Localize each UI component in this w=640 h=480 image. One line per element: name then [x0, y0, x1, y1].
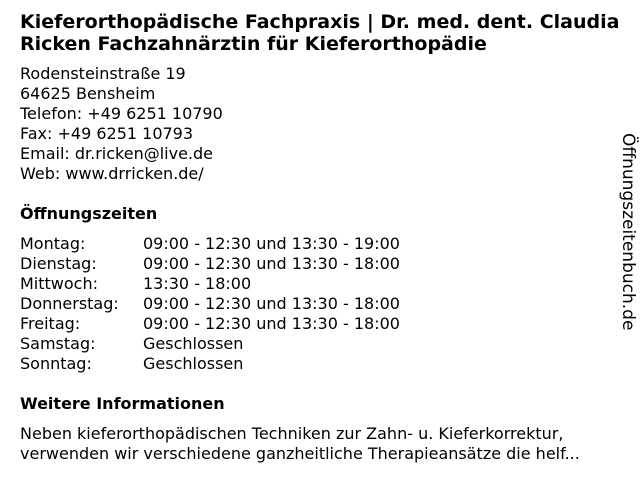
- hours-heading: Öffnungszeiten: [20, 204, 158, 223]
- info-line: Neben kieferorthopädischen Techniken zur Zahn- u. Kieferkorrektur,: [20, 424, 564, 443]
- hours-time: 09:00 - 12:30 und 13:30 - 18:00: [143, 294, 400, 313]
- email-address: Email: dr.ricken@live.de: [20, 144, 214, 163]
- hours-time: Geschlossen: [143, 334, 244, 353]
- hours-time: 09:00 - 12:30 und 13:30 - 19:00: [143, 234, 400, 253]
- hours-day: Freitag:: [20, 314, 81, 333]
- site-watermark: Öffnungszeitenbuch.de: [618, 133, 638, 331]
- info-heading: Weitere Informationen: [20, 394, 225, 413]
- hours-day: Sonntag:: [20, 354, 92, 373]
- website-url: Web: www.drricken.de/: [20, 164, 204, 183]
- info-description: [20, 424, 620, 464]
- hours-day: Mittwoch:: [20, 274, 98, 293]
- fax-number: Fax: +49 6251 10793: [20, 124, 194, 143]
- hours-day: Donnerstag:: [20, 294, 119, 313]
- page-title: Kieferorthopädische Fachpraxis | Dr. med. dent. Claudia Ricken Fachzahnärztin für Kieferorthopädie: [20, 11, 620, 55]
- hours-time: 09:00 - 12:30 und 13:30 - 18:00: [143, 314, 400, 333]
- hours-day: Samstag:: [20, 334, 96, 353]
- hours-time: 09:00 - 12:30 und 13:30 - 18:00: [143, 254, 400, 273]
- contact-block: [20, 64, 223, 184]
- hours-day: Montag:: [20, 234, 86, 253]
- info-line: verwenden wir verschiedene ganzheitliche Therapieansätze die helf...: [20, 444, 580, 463]
- address-street: Rodensteinstraße 19: [20, 64, 186, 83]
- hours-time: Geschlossen: [143, 354, 244, 373]
- address-city: 64625 Bensheim: [20, 84, 156, 103]
- phone-number: Telefon: +49 6251 10790: [20, 104, 223, 123]
- hours-day: Dienstag:: [20, 254, 97, 273]
- hours-time: 13:30 - 18:00: [143, 274, 252, 293]
